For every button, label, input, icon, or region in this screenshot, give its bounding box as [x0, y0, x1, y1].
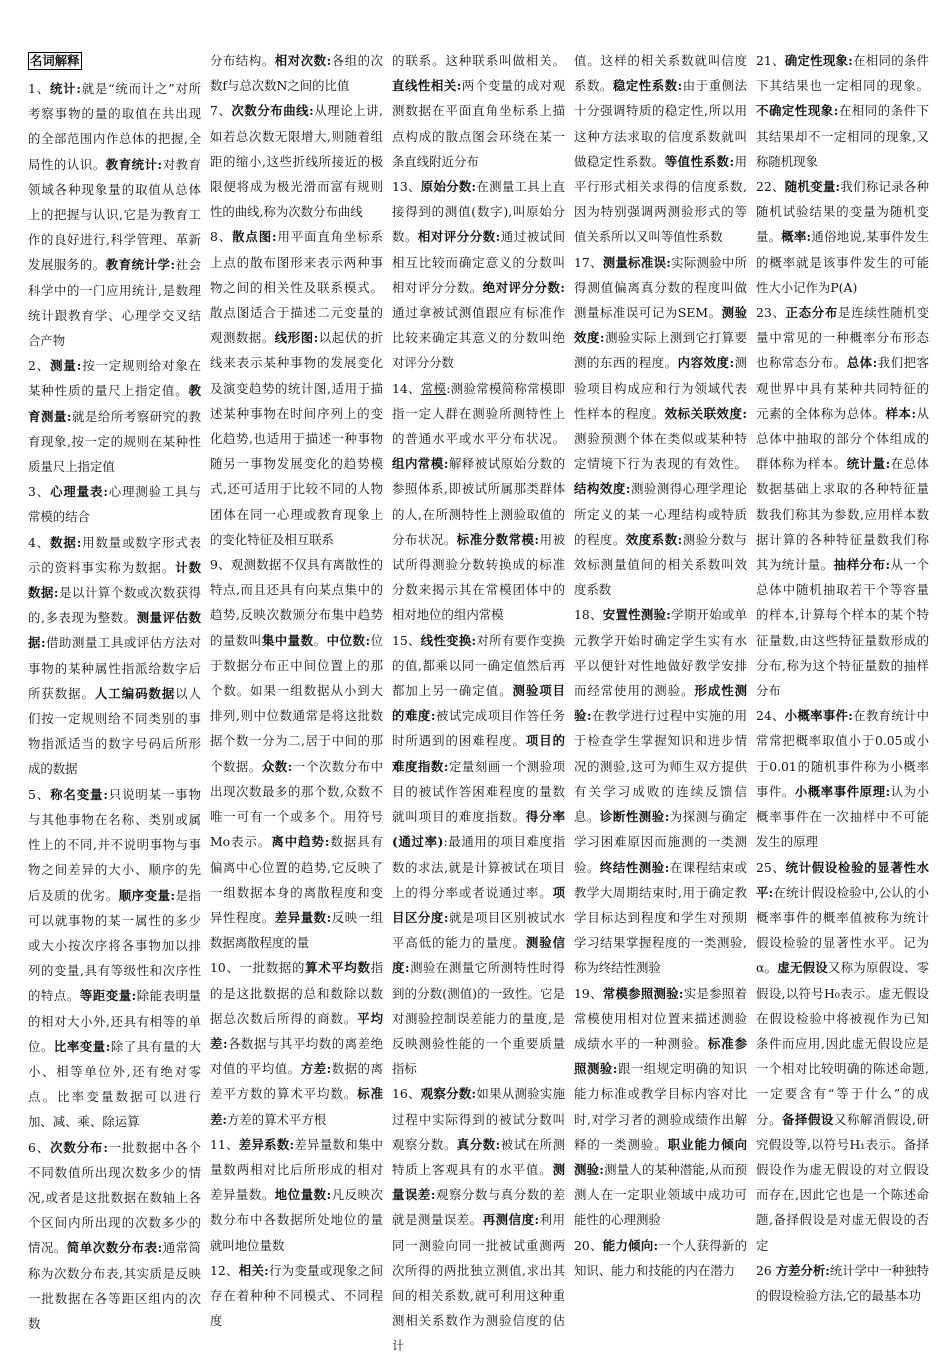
term-name: 再测信度:: [482, 1212, 540, 1228]
entry-number: 25、: [756, 859, 786, 875]
term-name: 真分数:: [456, 1136, 501, 1152]
term-definition: 观察分数与真分数的差就是测量误差。: [392, 1187, 566, 1228]
term-definition: 就是“统而计之”对所考察事物的量的取值在共出现的全部范围内作总体的把握,全局性的认识。: [28, 81, 202, 172]
term-definition: 差异量数和集中量数两相对比后所形成的相对差异量数。: [210, 1136, 383, 1203]
term-entry: [210, 103, 383, 219]
term-name: 顺序变量:: [118, 887, 176, 903]
term-definition: 一个人获得新的知识、能力和技能的内在潜力: [574, 1237, 747, 1278]
entry-number: 16、: [392, 1086, 421, 1102]
term-definition: 测验测得心理学理论所定义的某一心理结构或特质的程度。: [574, 481, 748, 547]
term-name: 相关:: [238, 1262, 269, 1278]
column-body: [210, 48, 383, 1333]
term-name: 效标关联效度:: [664, 405, 748, 421]
term-entry: [210, 1263, 383, 1328]
term-definition: 实是参照着常模使用相对位置来描述测验成绩水平的一种测验。: [574, 985, 747, 1051]
term-name: 测量标准误:: [602, 254, 671, 270]
term-definition: 分布结构。: [210, 53, 275, 68]
term-definition: 解释被试原始分数的参照体系,即被试所属那类群体的人,在所测特性上测验取值的分布状况。: [392, 456, 566, 547]
term-name: 众数:: [261, 758, 293, 774]
term-name: 抽样分布:: [833, 557, 891, 573]
term-definition: 测验在测量它所测特性时得到的分数(测值)的一致性。它是对测验控制误差能力的量度,是反映测验性能的一个重要质量指标: [392, 960, 565, 1077]
term-entry: [28, 787, 201, 903]
term-name: 概率:: [781, 229, 812, 245]
term-definition: 利用同一测验向同一批被试重测两次所得的两批独立测值,求出其间的相关系数,就可利用这种重测相关系数作为测验信度的估计: [392, 1212, 566, 1354]
term-entry: [392, 53, 565, 68]
term-name: 相对次数:: [274, 53, 332, 68]
term-definition: 用平行形式相关求得的信度系数,因为特别强调两测验形式的等值关系所以又叫等值性系数: [574, 153, 748, 245]
term-definition: 统计学中一种独特的假设检验方法,它的最基本功: [756, 1262, 930, 1303]
term-name: 安置性测验:: [602, 607, 671, 623]
term-entry: [574, 1238, 747, 1278]
term-name: 结构效度:: [574, 481, 631, 497]
term-entry: [756, 456, 929, 572]
term-name: 得分率(通过率): [392, 809, 566, 850]
term-entry: [210, 633, 383, 774]
column-1: [28, 48, 201, 1338]
term-definition: 方差的算术平方根: [226, 1111, 327, 1127]
term-name: 不确定性现象:: [756, 103, 839, 119]
term-entry: [392, 935, 565, 1076]
term-name: 标准参照测验:: [574, 1035, 748, 1077]
term-name: 差异系数:: [238, 1136, 295, 1152]
term-entry: [210, 960, 305, 975]
term-name: 比率变量:: [53, 1038, 111, 1054]
term-definition: 就是给所考察研究的教育现象,按一定的规则在某种性质量尺上指定值: [28, 408, 202, 475]
term-name: 总体:: [846, 355, 878, 371]
term-name: 常模: [420, 380, 447, 396]
term-definition: 在统计假设检验中,公认的小概率事件的概率值被称为统计假设检验的显著性水平。记为α。: [756, 884, 929, 976]
term-definition: 如果从测验实施过程中实际得到的被试分数叫观察分数。: [392, 1086, 565, 1152]
term-name: 教育测量:: [28, 383, 201, 424]
term-definition: 在教学进行过程中实施的用于检查学生掌握知识和进步情况的测验,这可为师生双方提供有关学习成败的连续反馈信息。: [574, 708, 747, 825]
term-name: 测量评估数据:: [28, 610, 201, 651]
term-name: 方差:: [300, 1061, 332, 1077]
term-name: 教育统计:: [105, 156, 163, 172]
term-name: 数据:: [50, 534, 82, 550]
term-entry: [28, 1140, 201, 1256]
term-definition: :最通用的项目难度指数的求法,就是计算被试在项目上的得分率或者说通过率。: [392, 834, 565, 900]
entry-number: 6、: [28, 1139, 51, 1155]
term-name: 离中趋势:: [271, 834, 330, 850]
term-definition: 观测数据不仅具有离散性的特点,而且还具有向某点集中的趋势,反映次数颁分布集中趋势的量数叫: [210, 557, 384, 648]
term-definition: 测验实际上测到它打算要测的东西的程度。: [574, 330, 748, 371]
term-name: 统计量:: [846, 456, 891, 472]
term-entry: [756, 860, 929, 976]
term-definition: 一个次数分布中出现次数最多的那个数,众数不唯一可有一个或多个。用符号Mo表示。: [210, 758, 384, 850]
term-entry: [574, 860, 747, 976]
term-name: 次数分布曲线:: [231, 103, 314, 119]
term-entry: [574, 683, 747, 824]
term-name: 测量误差:: [392, 1161, 565, 1203]
entry-number: 15、: [392, 632, 421, 648]
term-definition: 定量刻画一个测验项目的被试作答困难程度的量数就叫项目的难度指数。: [392, 758, 566, 825]
column-3: [392, 48, 566, 1354]
entry-number: 19、: [574, 985, 603, 1001]
term-entry: [392, 1212, 565, 1353]
term-name: 随机变量:: [784, 179, 841, 195]
term-definition: 被试完成项目作答任务时所遇到的困难程度。: [392, 708, 566, 749]
entry-number: 18、: [574, 607, 603, 623]
term-name: 虚无假设: [777, 960, 828, 976]
entry-number: 10、: [210, 960, 240, 976]
term-name: 形成性测验:: [574, 683, 748, 724]
section-heading: 名词解释: [30, 53, 80, 68]
column-body: [574, 48, 747, 1283]
term-definition: :测验常模简称常模即指一定人群在测验所测特性上的普通水平或水平分布状况。: [392, 380, 565, 447]
term-name: 称名变量:: [50, 786, 108, 802]
term-name: 测量:: [50, 358, 82, 374]
term-name: 等距变量:: [79, 988, 137, 1004]
term-name: 次数分布:: [50, 1139, 108, 1155]
term-name: 直线性相关:: [392, 78, 462, 94]
term-entry: [392, 78, 565, 169]
term-definition: 按一定规则给对象在某种性质的量尺上指定值。: [28, 358, 202, 399]
term-entry: [756, 229, 929, 294]
term-name: 绝对评分分数:: [482, 279, 566, 295]
term-definition: 又称为原假设、零假设,以符号H₀表示。虚无假设在假设检验中将被视作为已知条件而应用,因此虚无假设应是一个相对比较明确的陈述命题,一定要含有“等于什么”的成分。: [756, 960, 930, 1127]
term-name: 组内常模:: [392, 456, 449, 472]
term-name: 等值性系数:: [664, 153, 735, 169]
term-name: 计数数据:: [28, 559, 202, 601]
term-name: 确定性现象:: [784, 53, 853, 68]
entry-number: 24、: [756, 708, 785, 724]
term-name: 心理量表:: [50, 484, 108, 500]
entry-number: 12、: [210, 1262, 239, 1278]
entry-number: 22、: [756, 179, 785, 195]
term-entry: [756, 557, 929, 698]
term-definition: 用数量或数字形式表示的资料事实称为数据。: [28, 534, 202, 575]
term-name: 测验项目的难度:: [392, 683, 566, 724]
term-definition: 从一个总体中随机抽取若干个等容量的样本,计算每个样本的某个特征量数,由这些特征量数形成的分布,称为这个特征量数的抽样分布: [756, 557, 930, 699]
term-definition: 我们称记录各种随机试验结果的变量为随机变量。: [756, 179, 929, 245]
term-entry: [210, 53, 275, 68]
term-name: 散点图:: [232, 229, 277, 245]
entry-number: 21、: [756, 53, 785, 68]
term-definition: 的联系。这种联系叫做相关。: [392, 53, 565, 68]
term-definition: 反映一组数据离散程度的量: [210, 909, 384, 951]
term-definition: 社会科学中的一门应用统计,是数理统计跟教育学、心理学交叉结合产物: [28, 257, 202, 349]
term-name: 内容效度:: [677, 355, 735, 371]
term-entry: [756, 53, 929, 93]
column-4: [574, 48, 747, 1338]
term-definition: 只说明某一事物与其他事物在名称、类别或属性上的不同,并不说明事物与事物之间差异的大小、顺序的先后及质的优劣。: [28, 786, 202, 903]
term-entry: [756, 1112, 929, 1253]
term-name: 样本:: [885, 405, 917, 421]
term-definition: 在测量工具上直接得到的测值(数字),叫原始分数。: [392, 179, 565, 245]
entry-number: 20、: [574, 1237, 603, 1253]
term-definition: 对教育领域各种现象量的取值从总体上的把握与认识,它是为教育工作的良好进行,科学管理、革新发展服务的。: [28, 156, 202, 273]
term-definition: 认为小概率事件在一次抽样中不可能发生的原理: [756, 783, 930, 850]
term-name: 项目区分度:: [392, 884, 565, 925]
term-definition: 一批数据中各个不同数值所出现次数多少的情况,或者是这批数据在数轴上各个区间内所出现的次数多少的情况。: [28, 1139, 202, 1256]
entry-number: 4、: [28, 534, 51, 550]
term-definition: 是以计算个数或次数获得的,多表现为整数。: [28, 585, 202, 626]
entry-number: 5、: [28, 786, 51, 802]
term-name: 简单次数分布表:: [66, 1240, 163, 1256]
term-definition: 数据具有偏离中心位置的趋势,它反映了一组数据本身的离散程度和变异性程度。: [210, 834, 384, 925]
term-definition: 对所有要作变换的值,都乘以同一确定值然后再都加上另一确定值。: [392, 632, 565, 699]
term-name: 标准分数常模:: [456, 531, 540, 547]
term-definition: 数据的离差平方数的算术平均数。: [210, 1061, 384, 1102]
entry-number: 9、: [210, 557, 231, 573]
term-definition: 用平面直角坐标系上点的散布图形来表示两种事物之间的相关性及联系模式。散点图适合于描述二元变量的观测数据。: [210, 229, 384, 346]
term-entry: [210, 229, 383, 345]
term-name: 小概率事件:: [784, 708, 853, 724]
term-definition: 。: [313, 632, 327, 648]
term-entry: [756, 960, 929, 1126]
term-definition: 测验项目构成应和行为领域代表性样本的程度。: [574, 355, 748, 421]
term-definition: 是指可以就事物的某一属性的多少或大小按次序将各事物加以排列的变量,具有等级性和次序性的特点。: [28, 887, 202, 1004]
term-definition: 在教育统计中常常把概率取值小于0.05或小于0.01的随机事件称为小概率事件。: [756, 708, 929, 799]
term-definition: 是连续性随机变量中常见的一种概率分布形态也称常态分布。: [756, 305, 929, 371]
term-definition: 值。这样的相关系数就叫信度系数。: [574, 53, 747, 94]
term-definition: 从总体中抽取的部分个体组成的群体称为样本。: [756, 405, 930, 472]
term-definition: 跟一组规定明确的知识能力标准或教学目标内容对比时,对学习者的测验成绩作出解释的一类测验。: [574, 1061, 748, 1152]
term-name: 集中量数: [261, 632, 314, 648]
term-name: 统计:: [49, 81, 81, 96]
term-definition: 在相同的条件下其结果也一定相同的现象。: [756, 53, 929, 94]
term-name: 教育统计学:: [105, 257, 176, 273]
term-definition: 借助测量工具或评估方法对事物的某种属性指派给数字后所获数据。: [28, 635, 201, 701]
term-definition: 测验预测个体在类似或某种特定情境下行为表现的有效性。: [574, 431, 747, 472]
column-body: [392, 48, 565, 1359]
term-entry: [262, 633, 327, 648]
entry-number: 7、: [210, 103, 232, 119]
term-name: 人工编码数据: [94, 685, 176, 701]
term-definition: 由于重侧法十分强调特质的稳定性,所以用这种方法求取的信度系数就叫做稳定性系数。: [574, 78, 748, 169]
term-definition: 被试在所测特质上客观具有的水平值。: [392, 1136, 566, 1177]
term-name: 诊断性测验:: [599, 809, 670, 825]
term-definition: 除了具有量的大小、相等单位外,还有绝对零点。比率变量数据可以进行加、减、乘、除运算: [28, 1038, 202, 1130]
term-definition: 行为变量或现象之间存在着种种不同模式、不同程度: [210, 1262, 383, 1329]
term-entry: [392, 381, 565, 446]
term-name: 统计假设检验的显著性水平:: [756, 859, 929, 900]
term-definition: 测验分数与效标测量值间的相关系数叫效度系数: [574, 531, 748, 598]
term-definition: 通过被试间相互比较而确定意义的分数叫相对评分分数。: [392, 229, 566, 295]
term-definition: 为探测与确定学习困难原因而施测的一类测验。: [574, 809, 748, 875]
term-definition: 通常简称为次数分布表,其实质是反映一批数据在各等距区组内的次数: [28, 1240, 202, 1331]
term-name: 相对评分分数:: [417, 229, 501, 245]
term-entry: [210, 330, 383, 547]
entry-number: 2、: [28, 358, 51, 374]
term-name: 方差分析:: [775, 1262, 830, 1278]
column-5: [756, 48, 929, 1338]
term-definition: 我们把客观世界中具有某种共同特征的元素的全体称为总体。: [756, 355, 930, 421]
term-name: 线形图:: [274, 330, 319, 346]
term-definition: 以人们按一定规则给不同类别的事物指派适当的数字号码后所形成的数据: [28, 685, 202, 777]
term-definition: 一批数据的: [239, 960, 306, 976]
term-entry: [28, 888, 201, 1004]
entry-number: 23、: [756, 305, 786, 321]
column-2: [210, 48, 383, 1338]
entry-number: 11、: [210, 1136, 239, 1152]
term-name: 差异量数:: [274, 909, 332, 925]
entry-number: 8、: [210, 229, 233, 245]
term-definition: 实际测验中所得测值偏离真分数的程度叫做测量标准误可记为SEM。: [574, 254, 747, 321]
term-definition: 就是项目区别被试水平高低的能力的量度。: [392, 909, 566, 951]
term-definition: 从理论上讲,如若总次数无限增大,则随着组距的缩小,这些折线所接近的极限便将成为极光滑而富有规则性的曲线,称为次数分布曲线: [210, 103, 383, 220]
entry-number: 14、: [392, 380, 421, 396]
term-name: 项目的难度指数:: [392, 733, 566, 774]
term-name: 原始分数:: [420, 179, 477, 195]
column-body: [28, 76, 201, 1336]
term-entry: [28, 1039, 201, 1130]
term-name: 备择假设: [782, 1111, 835, 1127]
term-definition: 以起伏的折线来表示某种事物的发展变化及演变趋势的统计图,适用于描述某种事物在时间序列上的变化趋势,也适用于描述一种事物随另一事物发展变化的趋势模式,还可适用于比较不同的人物团体在同一心理或教育现象上的变化特征及相互联系: [210, 330, 384, 547]
entry-number: 13、: [392, 179, 421, 195]
term-entry: [574, 1036, 747, 1152]
term-name: 中位数:: [326, 632, 371, 648]
term-entry: [28, 157, 201, 273]
term-definition: 通俗地说,某事件发生的概率就是该事件发生的可能性大小记作为P(A): [756, 229, 929, 295]
entry-number: 26: [756, 1262, 776, 1278]
term-definition: 两个变量的成对观测数据在平面直角坐标系上描点构成的散点图会环绕在某一条直线附近分布: [392, 78, 566, 169]
term-definition: 凡反映次数分布中各数据所处地位的量就叫地位量数: [210, 1187, 384, 1253]
term-definition: 又称解消假设,研究假设等,以符号H₁表示。备择假设作为虚无假设的对立假设而存在,因此它也是一个陈述命题,备择假设是对虚无假设的否定: [756, 1111, 929, 1253]
term-name: 职业能力倾向测验:: [574, 1136, 748, 1177]
term-name: 能力倾向:: [602, 1237, 659, 1253]
column-body: [756, 48, 929, 1308]
term-name: 标准差:: [210, 1086, 384, 1127]
term-definition: 用被试所得测验分数转换成的标准分数来揭示其在常模团体中的相对地位的组内常模: [392, 531, 566, 623]
term-name: 平均差:: [210, 1010, 384, 1051]
term-definition: 各组的次数f与总次数N之间的比值: [210, 53, 384, 94]
term-entry: [756, 1263, 929, 1303]
term-definition: 通过拿被试测值跟应有标准作比较来确定其意义的分数叫绝对评分分数: [392, 305, 565, 371]
term-definition: 在课程结束或教学大周期结束时,用于确定教学目标达到程度和学生对预期学习结果掌握程度的一类测验,称为终结性测验: [574, 859, 748, 976]
term-entry: [28, 484, 201, 524]
term-name: 常模参照测验:: [602, 985, 684, 1001]
term-name: 地位量数:: [274, 1187, 332, 1203]
entry-number: 17、: [574, 254, 603, 270]
entry-number: 3、: [28, 484, 51, 500]
term-definition: 学期开始或单元教学开始时确定学生实有水平以便针对性地做好教学安排而经常使用的测验。: [574, 607, 747, 699]
term-definition: 各数据与其平均数的离差绝对值的平均值。: [210, 1035, 383, 1077]
term-name: 稳定性系数:: [612, 78, 683, 94]
term-name: 测验信度:: [392, 935, 566, 976]
entry-number: 1、: [28, 81, 50, 96]
term-name: 小概率事件原理:: [794, 783, 891, 799]
term-definition: 在相同的条件下其结果却不一定相同的现象,又称随机现象: [756, 103, 930, 169]
term-name: 终结性测验:: [599, 859, 670, 875]
term-name: 线性变换:: [420, 632, 477, 648]
term-definition: 位于数据分布正中间位置上的那个数。如果一组数据从小到大排列,则中位数通常是将这批数据个数一分为二,居于中间的那个数据。: [210, 632, 384, 774]
term-entry: [28, 358, 201, 398]
term-entry: [756, 103, 929, 168]
term-name: 测验效度:: [574, 305, 747, 346]
term-name: 观察分数:: [420, 1086, 477, 1102]
term-definition: 指的是这批数据的总和数除以数据总次数后所得的商数。: [210, 960, 384, 1026]
term-definition: 在总体数据基础上求取的各种特征量数我们称其为参数,应用样本数据计算的各种特征量数我们称其为统计量。: [756, 456, 930, 573]
term-name: 算术平均数: [305, 960, 371, 976]
term-name: 正态分布: [785, 305, 838, 321]
term-definition: 心理测验工具与常模的结合: [28, 484, 202, 525]
term-definition: 测量人的某种潜能,从而预测人在一定职业领域中成功可能性的心理测验: [574, 1161, 747, 1228]
term-definition: 除能表明量的相对大小外,还具有相等的单位。: [28, 988, 202, 1054]
term-name: 效度系数:: [625, 531, 683, 547]
